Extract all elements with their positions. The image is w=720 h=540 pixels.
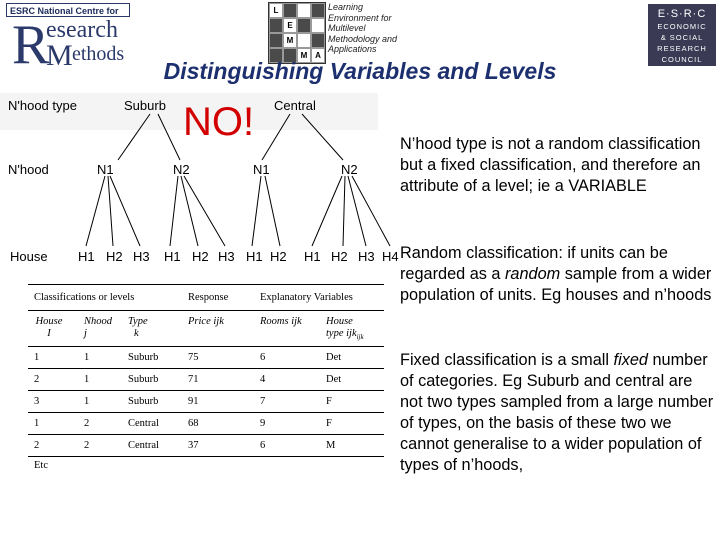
table-cell: Suburb <box>128 352 159 363</box>
random-classification-paragraph: Random classification: if units can be regarded as a random sample from a wider population of units. Eg houses and n’hoods <box>400 244 712 304</box>
edge-central-n1 <box>262 114 290 160</box>
esrc-logo-line: COUNCIL <box>661 55 703 64</box>
lemma-text-line: Environment for <box>328 12 392 23</box>
table-cell: M <box>326 440 336 451</box>
house-node: H2 <box>106 249 123 264</box>
lemma-grid-cell: A <box>311 48 325 63</box>
table-cell: 3 <box>34 396 40 407</box>
table-cell: 2 <box>34 374 40 385</box>
esrc-logo-line: ECONOMIC <box>657 22 707 31</box>
table-cell: Central <box>128 440 159 451</box>
table-cell: Suburb <box>128 396 159 407</box>
edge-n1-h2 <box>108 176 113 246</box>
group-header-response: Response <box>188 292 229 303</box>
table-cell: Det <box>326 352 342 363</box>
house-node: H1 <box>78 249 95 264</box>
nhood-node-1: N1 <box>97 162 114 177</box>
edge-n2-h3 <box>184 176 225 246</box>
house-node: H4 <box>382 249 399 264</box>
esrc-logo-line: E·S·R·C <box>657 8 707 20</box>
table-cell: 68 <box>188 418 199 429</box>
table-cell: F <box>326 418 332 429</box>
table-rule <box>28 434 384 435</box>
table-cell: 2 <box>84 418 90 429</box>
lemma-grid-cell: L <box>269 3 283 18</box>
no-exclamation: NO! <box>183 100 255 144</box>
table-cell: 1 <box>34 352 40 363</box>
house-node: H3 <box>218 249 235 264</box>
slide-title: Distinguishing Variables and Levels <box>163 58 557 84</box>
table-cell: 2 <box>34 440 40 451</box>
table-cell: 75 <box>188 352 199 363</box>
edge-central-n2-h2 <box>343 176 345 246</box>
table-cell: Det <box>326 374 342 385</box>
type-suburb: Suburb <box>124 98 166 113</box>
edge-n1-h3 <box>110 176 140 246</box>
lemma-text-line: Multilevel <box>328 23 366 33</box>
table-cell: Central <box>128 418 159 429</box>
table-cell: 1 <box>84 396 90 407</box>
edge-suburb-n2 <box>158 114 180 160</box>
col-header-house-type: House type ijk$_{ijk}$ <box>326 316 364 342</box>
lemma-text-line: Learning <box>328 2 364 12</box>
house-node: H1 <box>246 249 263 264</box>
row-label-nhood: N'hood <box>8 162 49 177</box>
table-rule <box>28 412 384 413</box>
col-header-nhood: Nhood j <box>84 316 113 339</box>
lemma-text-line: Applications <box>328 44 377 54</box>
table-cell: 4 <box>260 374 266 385</box>
table-etc: Etc <box>34 460 48 471</box>
edge-central-n1-h1 <box>252 176 261 246</box>
house-node: H3 <box>358 249 375 264</box>
house-node: H3 <box>133 249 150 264</box>
group-header-classifications: Classifications or levels <box>34 292 135 303</box>
nhood-node-4: N2 <box>341 162 358 177</box>
lemma-text-line: Methodology and <box>328 33 398 44</box>
col-header-rooms: Rooms ijk <box>260 316 302 327</box>
table-cell: 91 <box>188 396 199 407</box>
table-rule <box>28 346 384 347</box>
lemma-grid-cell: M <box>283 33 297 48</box>
house-node: H2 <box>270 249 287 264</box>
edge-central-n2-h1 <box>312 176 342 246</box>
table-rule <box>28 390 384 391</box>
table-rule <box>28 456 384 457</box>
edge-n1-h1 <box>86 176 105 246</box>
ncrm-logo-word-esearch: esearch <box>46 17 118 43</box>
fixed-classification-note: N’hood type is not a random classification but a fixed classification, and therefore an attribute of a level; ie a VARIABLE <box>400 135 701 195</box>
col-header-house: House I <box>35 316 63 339</box>
table-cell: F <box>326 396 332 407</box>
data-table <box>28 284 384 484</box>
table-cell: Suburb <box>128 374 159 385</box>
table-cell: 7 <box>260 396 266 407</box>
table-top-rule <box>28 284 384 285</box>
row-label-nhood-type: N'hood type <box>8 98 77 113</box>
row-label-house: House <box>10 249 48 264</box>
edge-n2-h2 <box>181 176 198 246</box>
ncrm-logo-letter-m: M <box>46 39 73 72</box>
nhood-node-2: N2 <box>173 162 190 177</box>
fixed-classification-paragraph: Fixed classification is a small fixed number of categories. Eg Suburb and central are not two types sampled from a large number of types, on the basis of these two we cannot generalise to a wider population of types of n’hoods, <box>400 351 714 474</box>
ncrm-logo-top-text: ESRC National Centre for <box>6 3 130 17</box>
group-header-explanatory: Explanatory Variables <box>260 292 353 303</box>
house-node: H2 <box>331 249 348 264</box>
house-node: H2 <box>192 249 209 264</box>
col-header-type: Type k <box>128 316 148 339</box>
edge-central-n2-h3 <box>348 176 366 246</box>
edge-suburb-n1 <box>118 114 150 160</box>
house-node: H1 <box>164 249 181 264</box>
edge-central-n2-h4 <box>352 176 390 246</box>
table-cell: 9 <box>260 418 266 429</box>
esrc-logo-line: & SOCIAL <box>660 33 704 42</box>
ncrm-logo-letter-r: R <box>12 14 50 76</box>
edge-n2-h1 <box>170 176 178 246</box>
esrc-logo <box>648 4 716 66</box>
lemma-grid-cell: E <box>283 18 297 33</box>
table-cell: 1 <box>84 374 90 385</box>
table-cell: 2 <box>84 440 90 451</box>
table-cell: 1 <box>84 352 90 363</box>
table-rule <box>28 310 384 311</box>
nhood-node-3: N1 <box>253 162 270 177</box>
table-cell: 6 <box>260 352 266 363</box>
edge-central-n1-h2 <box>265 176 280 246</box>
table-cell: 6 <box>260 440 266 451</box>
house-node: H1 <box>304 249 321 264</box>
esrc-logo-line: RESEARCH <box>657 44 707 53</box>
table-cell: 1 <box>34 418 40 429</box>
edge-central-n2 <box>302 114 343 160</box>
table-rule <box>28 368 384 369</box>
lemma-grid-cell: M <box>297 48 311 63</box>
table-cell: 37 <box>188 440 199 451</box>
type-central: Central <box>274 98 316 113</box>
ncrm-logo-word-ethods: ethods <box>72 43 125 65</box>
table-cell: 71 <box>188 374 199 385</box>
col-header-price: Price ijk <box>188 316 224 327</box>
